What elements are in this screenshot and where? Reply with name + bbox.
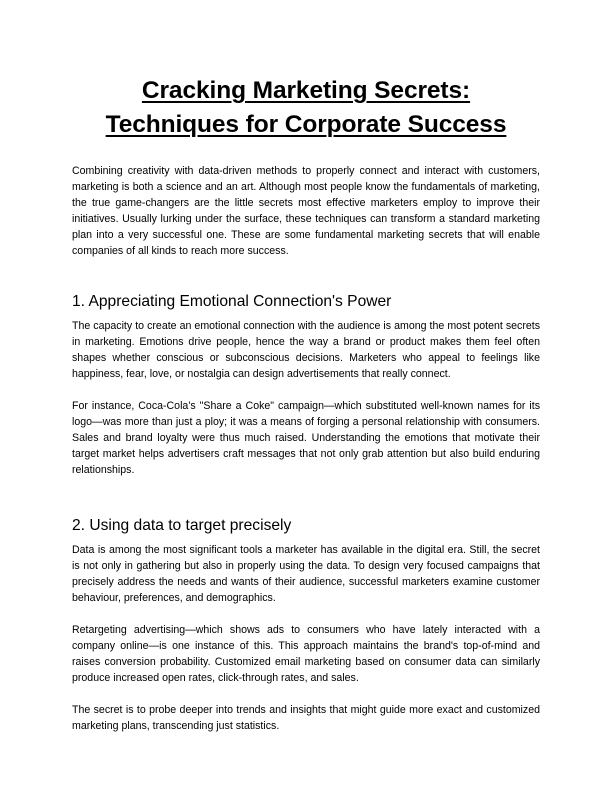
section-2-heading: 2. Using data to target precisely [72,517,292,534]
section-1-paragraph-1: The capacity to create an emotional connection with the audience is among the most potent secrets in marketing. Emotions drive people, hence the way a brand or product makes them feel often shapes whether conscious or subconscious decisions. Marketers who appeal to feelings like happiness, fear, love, or nostalgia can design advertisements that really connect. [72,320,540,380]
section-emotional-connection [72,292,540,478]
document-title-line-1: Cracking Marketing Secrets: [141,77,471,104]
intro-paragraph: Combining creativity with data-driven methods to properly connect and interact with customers, marketing is both a science and an art. Although most people know the fundamentals of marketing, the true game-changers are the little secrets most effective marketers employ to improve their initiatives. Usually lurking under the surface, these techniques can transform a standard marketing plan into a very successful one. These are some fundamental marketing secrets that will enable companies of all kinds to reach more success. [72,165,540,257]
section-data-targeting [72,516,540,734]
section-1-heading: 1. Appreciating Emotional Connection's Power [72,293,392,310]
section-2-paragraph-2: Retargeting advertising—which shows ads to consumers who have lately interacted with a company online—is one instance of this. This approach maintains the brand's top-of-mind and raises conversion probability. Customized email marketing based on consumer data can similarly produce increased open rates, click-through rates, and sales. [72,624,540,684]
section-2-paragraph-1: Data is among the most significant tools a marketer has available in the digital era. Still, the secret is not only in gathering but also in properly using the data. To design very focused campaigns that precisely address the needs and wants of their audience, successful marketers examine customer behaviour, preferences, and demographics. [72,544,540,604]
section-2-paragraph-3: The secret is to probe deeper into trends and insights that might guide more exact and customized marketing plans, transcending just statistics. [72,704,540,732]
document-title-line-2: Techniques for Corporate Success [105,111,507,138]
section-1-paragraph-2: For instance, Coca-Cola's "Share a Coke" campaign—which substituted well-known names for its logo—was more than just a ploy; it was a means of forging a personal relationship with consumers. Sales and brand loyalty were thus much raised. Understanding the emotions that motivate their target market helps advertisers craft messages that not only grab attention but also build enduring relationships. [72,400,540,476]
document-title [72,74,540,142]
